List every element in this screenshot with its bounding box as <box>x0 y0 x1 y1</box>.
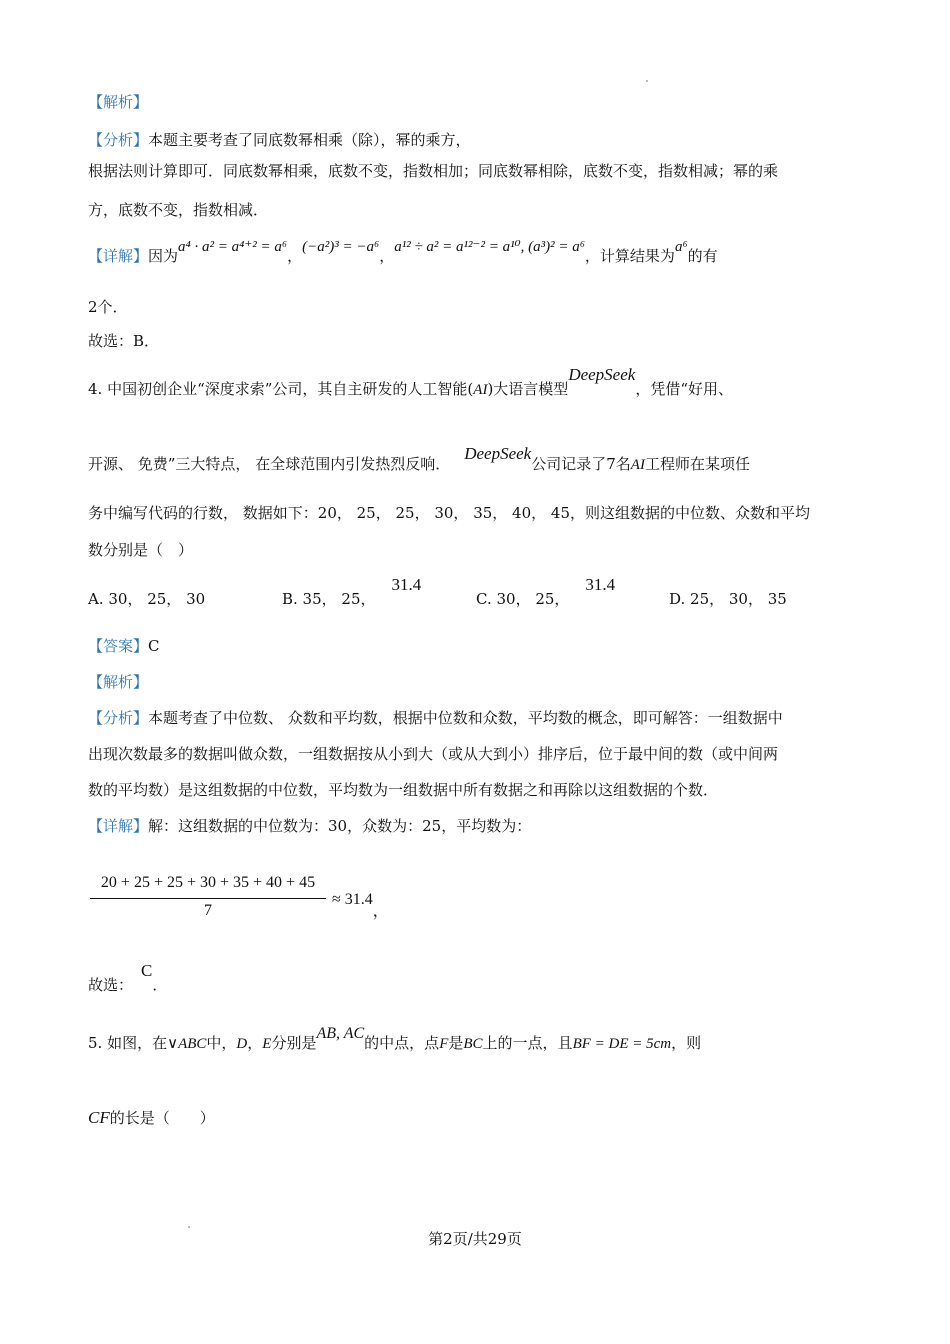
fraction-denominator: 7 <box>204 902 212 919</box>
analysis-text: 方，底数不变，指数相减． <box>88 201 269 219</box>
triangle-label: ∨ABC <box>167 1036 207 1052</box>
answer-tag: 【答案】 <box>88 637 149 655</box>
analysis-text: 本题主要考查了同底数幂相乘（除），幂的乘方， <box>148 131 471 149</box>
question-4-line: 4. 中国初创企业“深度求索”公司，其自主研发的人工智能(AI)大语言模型DeepSeek，凭借“好用、 <box>88 365 733 398</box>
detail-text: 因为 <box>148 247 179 265</box>
math-formula: a¹² ÷ a² = a¹²⁻² = a¹⁰, (a³)² = a⁶ <box>394 239 585 255</box>
option-c: C. 30， 25，31.4 <box>476 575 616 608</box>
answer-text: 故选：B． <box>88 332 160 350</box>
detail-text: 2个． <box>88 298 128 316</box>
page-footer: 第2页/共29页 <box>428 1230 522 1248</box>
question-4-line: 务中编写代码的行数， 数据如下：20， 25， 25， 30， 35， 40， 45，则这组数据的中位数、众数和平均 <box>88 504 810 522</box>
answer-value: C <box>148 637 160 655</box>
fraction-numerator: 20 + 25 + 25 + 30 + 35 + 40 + 45 <box>100 874 316 891</box>
mean-fraction <box>88 874 418 924</box>
section-tag-jiexi: 【解析】 <box>88 673 149 691</box>
math-formula: a⁶ <box>674 239 688 255</box>
deepseek-label: DeepSeek <box>568 365 636 384</box>
option-b: B. 35， 25，31.4 <box>282 575 422 608</box>
question-4-line: 开源、 免费”三大特点， 在全球范围内引发热烈反响．DeepSeek公司记录了7名AI工程师在某项任 <box>88 444 750 473</box>
ai-label: AI <box>473 382 488 398</box>
option-d: D. 25， 30， 35 <box>669 590 787 608</box>
question-5-line: 5. 如图，在∨ABC中，D，E分别是AB, AC的中点，点F是BC上的一点，且BF = DE = 5cm，则 <box>88 1025 702 1052</box>
fraction-bar <box>90 898 326 899</box>
ai-label: AI <box>630 457 645 473</box>
option-a: A. 30， 25， 30 <box>88 590 206 608</box>
detail-tag: 【详解】 <box>88 817 149 835</box>
analysis-line <box>88 130 471 150</box>
detail-line: 【详解】解：这组数据的中位数为：30，众数为：25，平均数为： <box>88 817 532 835</box>
detail-tag: 【详解】 <box>88 247 149 265</box>
question-5-line: CF的长是（ ） <box>88 1108 215 1127</box>
analysis-text: 根据法则计算即可．同底数幂相乘，底数不变，指数相加；同底数幂相除，底数不变，指数相减；幂的乘 <box>88 162 779 180</box>
deepseek-label: DeepSeek <box>464 444 532 463</box>
math-formula: a⁴ · a² = a⁴⁺² = a⁶ <box>178 239 288 255</box>
detail-line: 【详解】因为a⁴ · a² = a⁴⁺² = a⁶，(−a²)³ = −a⁶，a¹² ÷ a² = a¹²⁻² = a¹⁰, (a³)² = a⁶，计算结果为a⁶的有 <box>88 239 718 265</box>
fraction-result: ≈ 31.4， <box>332 891 389 920</box>
detail-text: ，计算结果为 <box>584 247 675 265</box>
analysis-tag: 【分析】 <box>88 709 149 727</box>
question-4-line: 数分别是（ ） <box>88 541 194 559</box>
analysis-line: 【分析】本题考查了中位数、 众数和平均数，根据中位数和众数，平均数的概念，即可解答：一组数据中 <box>88 709 783 727</box>
analysis-tag: 【分析】 <box>88 131 149 149</box>
analysis-text: 出现次数最多的数据叫做众数，一组数据按从小到大（或从大到小）排序后，位于最中间的数（或中间两 <box>88 745 779 763</box>
answer-line <box>88 636 160 656</box>
scan-dot <box>646 80 648 82</box>
math-formula: (−a²)³ = −a⁶ <box>302 239 380 255</box>
detail-text: 的有 <box>687 247 718 265</box>
analysis-text: 数的平均数）是这组数据的中位数，平均数为一组数据中所有数据之和再除以这组数据的个数． <box>88 781 719 799</box>
answer-text: 故选：C． <box>88 961 168 994</box>
section-tag-jiexi: 【解析】 <box>88 93 149 111</box>
